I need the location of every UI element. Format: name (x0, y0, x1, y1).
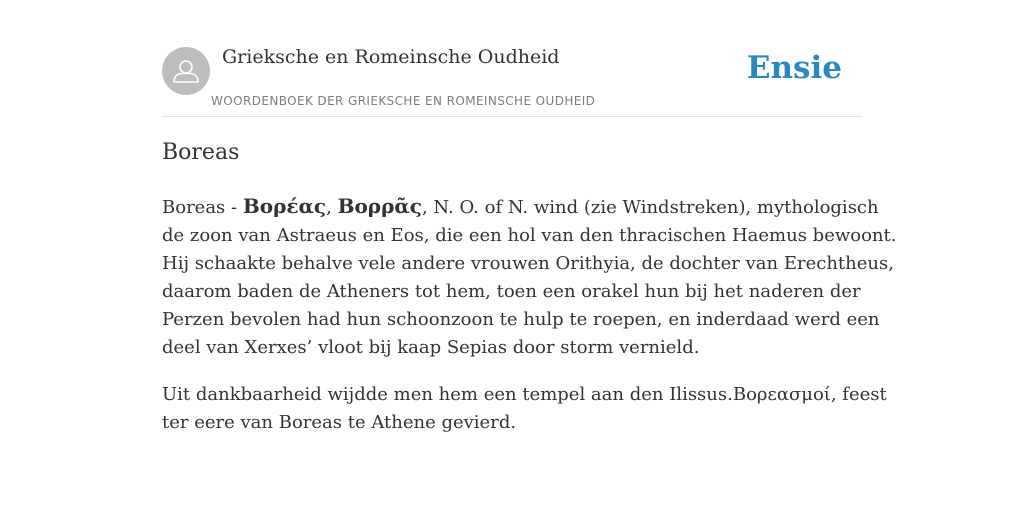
brand-logo[interactable]: Ensie (746, 50, 842, 86)
text-line: deel van Xerxes’ vloot bij kaap Sepias door storm vernield. (162, 337, 700, 358)
text-line: daarom baden de Atheners tot hem, toen een orakel hun bij het naderen der (162, 281, 861, 302)
text-line: , N. O. of N. wind (zie Windstreken), mythologisch (421, 197, 879, 218)
source-title[interactable]: Grieksche en Romeinsche Oudheid (222, 46, 560, 68)
source-header (162, 40, 862, 117)
greek-term-1: Βορέας (242, 194, 327, 218)
text-line: Perzen bevolen had hun schoonzoon te hulp te roepen, en inderdaad werd een (162, 309, 880, 330)
entry-paragraph-1 (162, 192, 897, 362)
source-avatar[interactable] (162, 47, 210, 95)
text-line: ter eere van Boreas te Athene gevierd. (162, 412, 517, 433)
source-subtitle: WOORDENBOEK DER GRIEKSCHE EN ROMEINSCHE OUDHEID (211, 94, 596, 108)
text-line: Hij schaakte behalve vele andere vrouwen Orithyia, de dochter van Erechtheus, (162, 253, 894, 274)
entry-lead: Boreas - (162, 197, 243, 218)
entry-paragraph-2 (162, 381, 887, 437)
text-line: de zoon van Astraeus en Eos, die een hol van den thracischen Haemus bewoont. (162, 225, 897, 246)
entry-body (162, 192, 897, 456)
text-line: Uit dankbaarheid wijdde men hem een tempel aan den Ilissus.Βορεασμοί, feest (162, 384, 887, 405)
user-silhouette-icon (162, 47, 210, 95)
greek-term-2: Βορρᾶς (337, 194, 422, 218)
greek-separator: , (326, 197, 338, 218)
entry-title: Boreas (162, 140, 240, 165)
